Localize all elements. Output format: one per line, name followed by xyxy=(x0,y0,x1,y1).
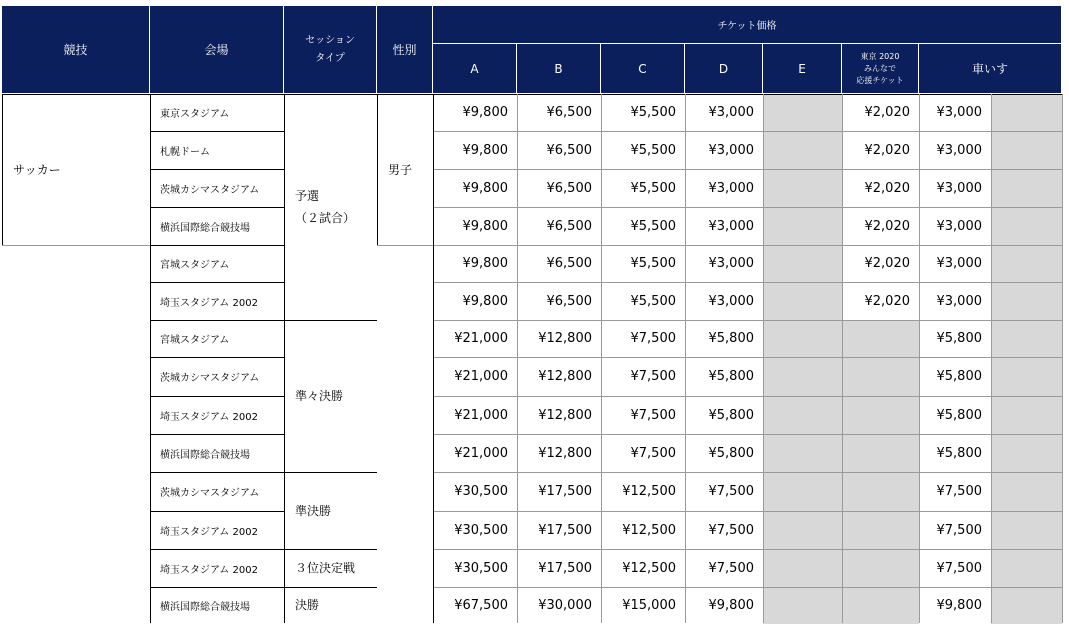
cell-c: ¥5,500 xyxy=(601,282,685,320)
cell-wheelchair: ¥7,500 xyxy=(919,511,991,549)
cell-venue: 東京スタジアム xyxy=(150,94,284,131)
cell-venue: 茨城カシマスタジアム xyxy=(150,472,284,511)
grid-line xyxy=(433,94,434,623)
cell-d: ¥3,000 xyxy=(685,245,763,282)
grid-line xyxy=(433,245,1062,246)
cell-e xyxy=(763,434,842,472)
cell-extra xyxy=(991,357,1062,396)
cell-c: ¥15,000 xyxy=(601,587,685,624)
cell-a: ¥9,800 xyxy=(433,245,517,282)
cell-extra xyxy=(991,549,1062,587)
cell-d: ¥7,500 xyxy=(685,472,763,511)
grid-line xyxy=(433,357,1062,358)
cell-wheelchair: ¥3,000 xyxy=(919,207,991,245)
cell-b: ¥6,500 xyxy=(517,169,601,207)
cell-d: ¥3,000 xyxy=(685,282,763,320)
cell-venue: 札幌ドーム xyxy=(150,131,284,169)
grid-line xyxy=(763,94,764,623)
grid-line xyxy=(433,396,1062,397)
cell-e xyxy=(763,320,842,357)
grid-line xyxy=(150,472,284,473)
cell-wheelchair: ¥3,000 xyxy=(919,169,991,207)
cell-e xyxy=(763,549,842,587)
grid-line xyxy=(919,94,920,623)
cell-extra xyxy=(991,396,1062,434)
cell-extra xyxy=(991,320,1062,357)
cell-b: ¥6,500 xyxy=(517,282,601,320)
cell-c: ¥7,500 xyxy=(601,396,685,434)
grid-line xyxy=(685,94,686,623)
grid-line xyxy=(150,434,284,435)
cell-d: ¥5,800 xyxy=(685,434,763,472)
cell-cheer: ¥2,020 xyxy=(842,245,919,282)
session-qualifier: 予選 （２試合） xyxy=(285,95,376,319)
header-wheelchair: 車いす xyxy=(919,44,1062,94)
cell-b: ¥6,500 xyxy=(517,131,601,169)
grid-line xyxy=(150,282,284,283)
cell-a: ¥9,800 xyxy=(433,169,517,207)
grid-line xyxy=(433,169,1062,170)
header-tokyo2020-cheer: 東京 2020 みんなで 応援チケット xyxy=(842,44,919,94)
cell-c: ¥5,500 xyxy=(601,94,685,131)
cell-a: ¥21,000 xyxy=(433,320,517,357)
cell-extra xyxy=(991,94,1062,131)
cell-venue: 茨城カシマスタジアム xyxy=(150,357,284,396)
cell-c: ¥12,500 xyxy=(601,549,685,587)
cell-extra xyxy=(991,587,1062,624)
cell-c: ¥5,500 xyxy=(601,207,685,245)
cell-b: ¥6,500 xyxy=(517,94,601,131)
cell-cheer xyxy=(842,396,919,434)
cell-extra xyxy=(991,511,1062,549)
cell-a: ¥21,000 xyxy=(433,396,517,434)
cell-c: ¥5,500 xyxy=(601,245,685,282)
cell-extra xyxy=(991,131,1062,169)
cell-wheelchair: ¥5,800 xyxy=(919,320,991,357)
grid-line xyxy=(150,131,284,132)
grid-line xyxy=(433,207,1062,208)
grid-line xyxy=(433,131,1062,132)
cell-a: ¥21,000 xyxy=(433,357,517,396)
cell-venue: 埼玉スタジアム 2002 xyxy=(150,282,284,320)
cell-wheelchair: ¥5,800 xyxy=(919,396,991,434)
cell-venue: 埼玉スタジアム 2002 xyxy=(150,396,284,434)
cell-e xyxy=(763,511,842,549)
session-quarterfinal: 準々決勝 xyxy=(285,320,376,472)
cell-c: ¥7,500 xyxy=(601,434,685,472)
cell-extra xyxy=(991,472,1062,511)
cell-c: ¥5,500 xyxy=(601,169,685,207)
cell-cheer xyxy=(842,357,919,396)
grid-line xyxy=(2,245,150,246)
grid-line xyxy=(284,587,377,588)
grid-line xyxy=(150,207,284,208)
grid-line xyxy=(150,94,151,623)
cell-venue: 横浜国際総合競技場 xyxy=(150,207,284,245)
cell-d: ¥3,000 xyxy=(685,94,763,131)
cell-wheelchair: ¥5,800 xyxy=(919,434,991,472)
cell-b: ¥17,500 xyxy=(517,472,601,511)
cell-b: ¥17,500 xyxy=(517,549,601,587)
cell-d: ¥3,000 xyxy=(685,207,763,245)
grid-line xyxy=(284,549,377,550)
cell-cheer xyxy=(842,587,919,624)
cell-a: ¥30,500 xyxy=(433,511,517,549)
header-cat-a: A xyxy=(433,44,517,94)
cell-cheer xyxy=(842,549,919,587)
session-third-place: ３位決定戦 xyxy=(285,549,376,586)
grid-line xyxy=(284,94,285,623)
cell-d: ¥9,800 xyxy=(685,587,763,624)
cell-e xyxy=(763,131,842,169)
grid-line xyxy=(377,245,433,246)
grid-line xyxy=(433,434,1062,435)
grid-line xyxy=(150,169,284,170)
cell-b: ¥6,500 xyxy=(517,245,601,282)
grid-line xyxy=(433,282,1062,283)
gender-cell: 男子 xyxy=(378,95,432,245)
grid-line xyxy=(433,511,1062,512)
cell-b: ¥12,800 xyxy=(517,434,601,472)
cell-d: ¥5,800 xyxy=(685,320,763,357)
header-cat-e: E xyxy=(763,44,842,94)
session-semifinal: 準決勝 xyxy=(285,473,376,548)
cell-extra xyxy=(991,169,1062,207)
header-cat-b: B xyxy=(517,44,601,94)
header-gender: 性別 xyxy=(377,6,433,94)
header-ticket-price: チケット価格 xyxy=(433,6,1062,44)
cell-d: ¥3,000 xyxy=(685,169,763,207)
grid-line xyxy=(433,587,1062,588)
header-cat-d: D xyxy=(685,44,763,94)
cell-c: ¥7,500 xyxy=(601,320,685,357)
header-venue: 会場 xyxy=(150,6,284,94)
grid-line xyxy=(150,549,284,550)
cell-d: ¥3,000 xyxy=(685,131,763,169)
cell-e xyxy=(763,396,842,434)
cell-cheer: ¥2,020 xyxy=(842,169,919,207)
cell-e xyxy=(763,207,842,245)
cell-wheelchair: ¥9,800 xyxy=(919,587,991,624)
cell-e xyxy=(763,587,842,624)
grid-line xyxy=(2,94,1062,95)
header-cat-c: C xyxy=(601,44,685,94)
cell-e xyxy=(763,169,842,207)
cell-cheer xyxy=(842,434,919,472)
grid-line xyxy=(433,472,1062,473)
grid-line xyxy=(150,587,284,588)
cell-venue: 埼玉スタジアム 2002 xyxy=(150,511,284,549)
cell-venue: 横浜国際総合競技場 xyxy=(150,434,284,472)
grid-line xyxy=(433,549,1062,550)
cell-c: ¥7,500 xyxy=(601,357,685,396)
cell-d: ¥5,800 xyxy=(685,396,763,434)
cell-cheer: ¥2,020 xyxy=(842,94,919,131)
cell-cheer: ¥2,020 xyxy=(842,131,919,169)
header-session-type: セッション タイプ xyxy=(284,6,377,94)
cell-b: ¥30,000 xyxy=(517,587,601,624)
grid-line xyxy=(150,511,284,512)
cell-b: ¥12,800 xyxy=(517,357,601,396)
cell-extra xyxy=(991,282,1062,320)
cell-a: ¥9,800 xyxy=(433,94,517,131)
cell-cheer: ¥2,020 xyxy=(842,282,919,320)
cell-venue: 宮城スタジアム xyxy=(150,320,284,357)
cell-wheelchair: ¥7,500 xyxy=(919,549,991,587)
cell-b: ¥12,800 xyxy=(517,396,601,434)
cell-a: ¥21,000 xyxy=(433,434,517,472)
grid-line xyxy=(991,94,992,623)
cell-venue: 茨城カシマスタジアム xyxy=(150,169,284,207)
cell-d: ¥7,500 xyxy=(685,511,763,549)
grid-line xyxy=(842,94,843,623)
grid-line xyxy=(517,94,518,623)
cell-e xyxy=(763,357,842,396)
cell-cheer xyxy=(842,472,919,511)
cell-wheelchair: ¥3,000 xyxy=(919,245,991,282)
cell-extra xyxy=(991,434,1062,472)
cell-b: ¥6,500 xyxy=(517,207,601,245)
cell-a: ¥67,500 xyxy=(433,587,517,624)
grid-line xyxy=(150,245,284,246)
grid-line xyxy=(601,94,602,623)
grid-line xyxy=(377,94,378,245)
grid-line xyxy=(150,357,284,358)
cell-e xyxy=(763,245,842,282)
cell-c: ¥12,500 xyxy=(601,472,685,511)
cell-b: ¥12,800 xyxy=(517,320,601,357)
cell-c: ¥5,500 xyxy=(601,131,685,169)
grid-line xyxy=(1062,94,1063,623)
cell-cheer: ¥2,020 xyxy=(842,207,919,245)
cell-wheelchair: ¥3,000 xyxy=(919,94,991,131)
grid-line xyxy=(284,472,377,473)
cell-c: ¥12,500 xyxy=(601,511,685,549)
cell-venue: 宮城スタジアム xyxy=(150,245,284,282)
cell-a: ¥30,500 xyxy=(433,549,517,587)
cell-b: ¥17,500 xyxy=(517,511,601,549)
cell-a: ¥30,500 xyxy=(433,472,517,511)
cell-d: ¥7,500 xyxy=(685,549,763,587)
grid-line xyxy=(150,396,284,397)
cell-a: ¥9,800 xyxy=(433,131,517,169)
cell-e xyxy=(763,94,842,131)
cell-extra xyxy=(991,245,1062,282)
cell-cheer xyxy=(842,511,919,549)
cell-wheelchair: ¥7,500 xyxy=(919,472,991,511)
cell-d: ¥5,800 xyxy=(685,357,763,396)
grid-line xyxy=(150,320,284,321)
sport-cell: サッカー xyxy=(3,95,149,245)
cell-cheer xyxy=(842,320,919,357)
cell-venue: 埼玉スタジアム 2002 xyxy=(150,549,284,587)
grid-line xyxy=(2,94,3,245)
header-sport: 競技 xyxy=(2,6,150,94)
cell-wheelchair: ¥3,000 xyxy=(919,282,991,320)
cell-venue: 横浜国際総合競技場 xyxy=(150,587,284,624)
cell-a: ¥9,800 xyxy=(433,207,517,245)
grid-line xyxy=(284,320,377,321)
cell-wheelchair: ¥3,000 xyxy=(919,131,991,169)
cell-extra xyxy=(991,207,1062,245)
grid-line xyxy=(433,320,1062,321)
cell-e xyxy=(763,472,842,511)
cell-a: ¥9,800 xyxy=(433,282,517,320)
cell-e xyxy=(763,282,842,320)
session-final: 決勝 xyxy=(285,587,376,623)
cell-wheelchair: ¥5,800 xyxy=(919,357,991,396)
